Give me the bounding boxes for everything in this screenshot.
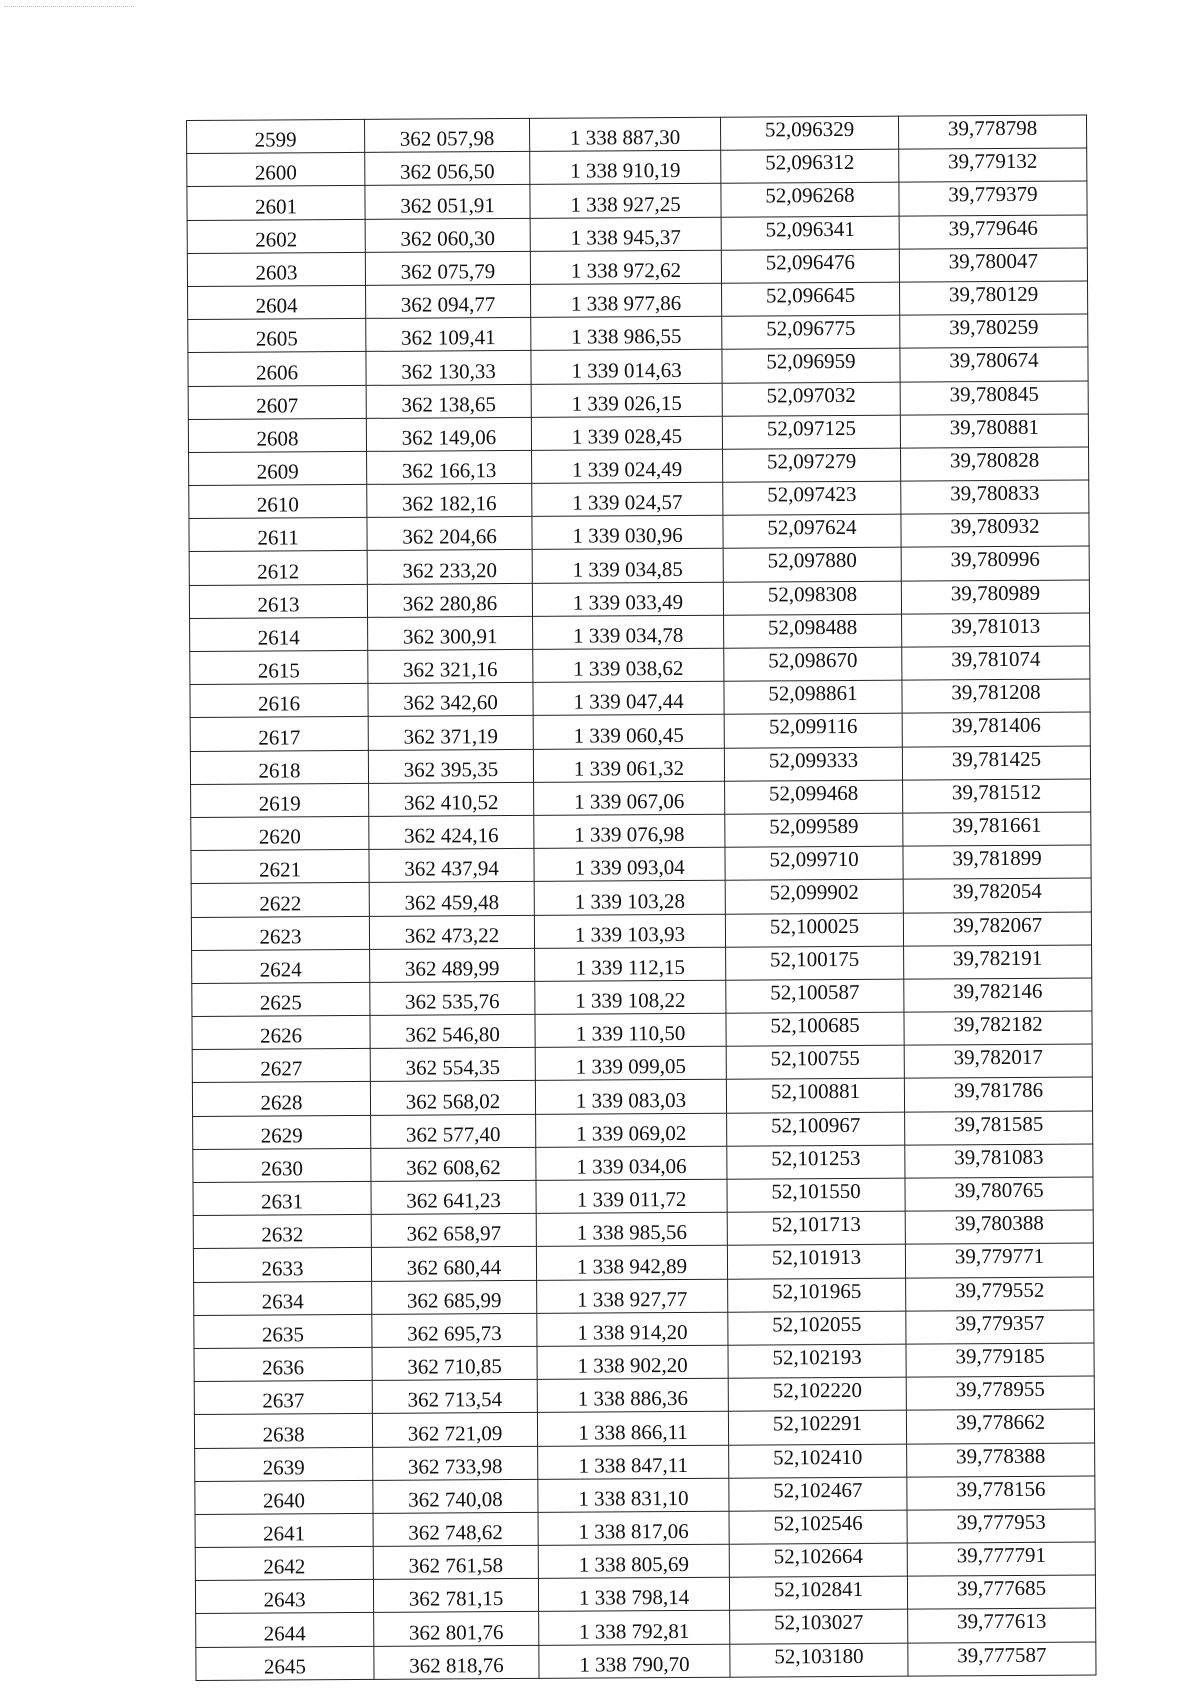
y-coordinate-cell: 1 339 030,96 (532, 515, 723, 549)
longitude-cell: 39,782146 (904, 978, 1092, 1012)
table-row (193, 1111, 1093, 1150)
table-row (193, 1144, 1093, 1183)
x-coordinate-cell: 362 149,06 (366, 417, 531, 451)
point-number-cell: 2606 (188, 352, 366, 386)
y-coordinate-cell: 1 338 927,77 (537, 1279, 728, 1313)
latitude-cell: 52,098670 (724, 647, 902, 681)
y-coordinate-cell: 1 339 099,05 (535, 1046, 726, 1080)
longitude-cell: 39,778798 (898, 115, 1086, 149)
y-coordinate-cell: 1 339 026,15 (531, 383, 722, 417)
x-coordinate-cell: 362 641,23 (371, 1180, 536, 1214)
longitude-cell: 39,778156 (907, 1476, 1095, 1510)
latitude-cell: 52,100755 (726, 1045, 904, 1079)
latitude-cell: 52,100881 (726, 1079, 904, 1113)
latitude-cell: 52,097279 (723, 448, 901, 482)
x-coordinate-cell: 362 685,99 (372, 1280, 537, 1314)
table-row (195, 1575, 1095, 1614)
latitude-cell: 52,096268 (721, 183, 899, 217)
point-number-cell: 2645 (196, 1646, 374, 1680)
point-number-cell: 2607 (188, 385, 366, 419)
y-coordinate-cell: 1 338 986,55 (531, 316, 722, 350)
longitude-cell: 39,780932 (901, 513, 1089, 547)
table-row (192, 978, 1092, 1017)
latitude-cell: 52,102546 (729, 1510, 907, 1544)
y-coordinate-cell: 1 339 110,50 (535, 1013, 726, 1047)
table-row (190, 679, 1090, 718)
document-page (186, 115, 1096, 1681)
table-row (187, 148, 1087, 187)
table-row (196, 1642, 1096, 1681)
y-coordinate-cell: 1 339 034,85 (532, 549, 723, 583)
y-coordinate-cell: 1 339 028,45 (531, 416, 722, 450)
table-row (193, 1210, 1093, 1249)
table-row (188, 314, 1088, 353)
table-row (192, 1077, 1092, 1116)
x-coordinate-cell: 362 740,08 (373, 1479, 538, 1513)
y-coordinate-cell: 1 339 076,98 (534, 814, 725, 848)
table-row (187, 215, 1087, 254)
y-coordinate-cell: 1 338 790,70 (539, 1644, 730, 1678)
y-coordinate-cell: 1 339 067,06 (534, 781, 725, 815)
point-number-cell: 2636 (194, 1347, 372, 1381)
y-coordinate-cell: 1 339 083,03 (535, 1080, 726, 1114)
longitude-cell: 39,779357 (906, 1310, 1094, 1344)
y-coordinate-cell: 1 338 798,14 (538, 1577, 729, 1611)
x-coordinate-cell: 362 204,66 (367, 517, 532, 551)
point-number-cell: 2617 (190, 717, 368, 751)
table-row (189, 580, 1089, 619)
longitude-cell: 39,781786 (904, 1077, 1092, 1111)
x-coordinate-cell: 362 321,16 (368, 649, 533, 683)
longitude-cell: 39,780047 (899, 248, 1087, 282)
x-coordinate-cell: 362 568,02 (370, 1081, 535, 1115)
point-number-cell: 2637 (194, 1381, 372, 1415)
longitude-cell: 39,780989 (901, 580, 1089, 614)
longitude-cell: 39,782067 (903, 911, 1091, 945)
x-coordinate-cell: 362 546,80 (370, 1014, 535, 1048)
table-row (195, 1442, 1095, 1481)
y-coordinate-cell: 1 339 108,22 (535, 980, 726, 1014)
y-coordinate-cell: 1 338 866,11 (537, 1412, 728, 1446)
table-row (189, 480, 1089, 519)
table-row (192, 1011, 1092, 1050)
latitude-cell: 52,100685 (726, 1012, 904, 1046)
longitude-cell: 39,777791 (907, 1542, 1095, 1576)
latitude-cell: 52,097032 (722, 382, 900, 416)
longitude-cell: 39,778388 (907, 1442, 1095, 1476)
latitude-cell: 52,097125 (722, 415, 900, 449)
table-row (191, 812, 1091, 851)
longitude-cell: 39,781899 (903, 845, 1091, 879)
point-number-cell: 2612 (189, 551, 367, 585)
y-coordinate-cell: 1 338 792,81 (539, 1611, 730, 1645)
longitude-cell: 39,782182 (904, 1011, 1092, 1045)
point-number-cell: 2603 (187, 252, 365, 286)
table-row (192, 1044, 1092, 1083)
longitude-cell: 39,779771 (905, 1243, 1093, 1277)
longitude-cell: 39,780996 (901, 546, 1089, 580)
x-coordinate-cell: 362 075,79 (365, 251, 530, 285)
x-coordinate-cell: 362 658,97 (371, 1214, 536, 1248)
x-coordinate-cell: 362 280,86 (367, 583, 532, 617)
point-number-cell: 2623 (191, 916, 369, 950)
point-number-cell: 2626 (192, 1015, 370, 1049)
table-row (195, 1509, 1095, 1548)
point-number-cell: 2608 (188, 418, 366, 452)
point-number-cell: 2644 (196, 1613, 374, 1647)
latitude-cell: 52,098861 (724, 680, 902, 714)
y-coordinate-cell: 1 339 060,45 (533, 715, 724, 749)
latitude-cell: 52,102291 (728, 1410, 906, 1444)
point-number-cell: 2613 (189, 584, 367, 618)
point-number-cell: 2601 (187, 186, 365, 220)
y-coordinate-cell: 1 339 024,49 (532, 449, 723, 483)
latitude-cell: 52,102220 (728, 1377, 906, 1411)
point-number-cell: 2632 (193, 1215, 371, 1249)
latitude-cell: 52,102664 (729, 1543, 907, 1577)
x-coordinate-cell: 362 166,13 (367, 450, 532, 484)
x-coordinate-cell: 362 182,16 (367, 483, 532, 517)
y-coordinate-cell: 1 338 942,89 (536, 1246, 727, 1280)
x-coordinate-cell: 362 233,20 (367, 550, 532, 584)
x-coordinate-cell: 362 473,22 (369, 915, 534, 949)
point-number-cell: 2643 (195, 1580, 373, 1614)
longitude-cell: 39,780674 (900, 347, 1088, 381)
y-coordinate-cell: 1 339 069,02 (536, 1113, 727, 1147)
latitude-cell: 52,099333 (724, 747, 902, 781)
point-number-cell: 2610 (189, 484, 367, 518)
longitude-cell: 39,780881 (900, 414, 1088, 448)
table-row (195, 1476, 1095, 1515)
table-row (191, 845, 1091, 884)
latitude-cell: 52,100025 (725, 913, 903, 947)
table-row (193, 1177, 1093, 1216)
point-number-cell: 2599 (187, 119, 365, 153)
latitude-cell: 52,098488 (724, 614, 902, 648)
table-row (191, 779, 1091, 818)
y-coordinate-cell: 1 338 902,20 (537, 1345, 728, 1379)
x-coordinate-cell: 362 300,91 (368, 616, 533, 650)
latitude-cell: 52,101253 (727, 1145, 905, 1179)
x-coordinate-cell: 362 608,62 (371, 1147, 536, 1181)
y-coordinate-cell: 1 338 886,36 (537, 1378, 728, 1412)
x-coordinate-cell: 362 342,60 (368, 683, 533, 717)
y-coordinate-cell: 1 339 014,63 (531, 350, 722, 384)
table-row (190, 712, 1090, 751)
x-coordinate-cell: 362 424,16 (369, 815, 534, 849)
table-row (194, 1376, 1094, 1415)
latitude-cell: 52,100967 (727, 1112, 905, 1146)
y-coordinate-cell: 1 338 805,69 (538, 1544, 729, 1578)
longitude-cell: 39,779552 (906, 1277, 1094, 1311)
latitude-cell: 52,097624 (723, 514, 901, 548)
y-coordinate-cell: 1 339 093,04 (534, 847, 725, 881)
longitude-cell: 39,779379 (899, 181, 1087, 215)
point-number-cell: 2609 (189, 451, 367, 485)
table-row (190, 646, 1090, 685)
x-coordinate-cell: 362 710,85 (372, 1346, 537, 1380)
latitude-cell: 52,097423 (723, 481, 901, 515)
y-coordinate-cell: 1 339 103,28 (534, 881, 725, 915)
latitude-cell: 52,101550 (727, 1178, 905, 1212)
latitude-cell: 52,099116 (724, 714, 902, 748)
x-coordinate-cell: 362 371,19 (368, 716, 533, 750)
latitude-cell: 52,096645 (722, 282, 900, 316)
longitude-cell: 39,780833 (901, 480, 1089, 514)
point-number-cell: 2641 (195, 1513, 373, 1547)
table-row (194, 1409, 1094, 1448)
table-row (188, 281, 1088, 320)
x-coordinate-cell: 362 459,48 (369, 882, 534, 916)
y-coordinate-cell: 1 339 033,49 (532, 582, 723, 616)
x-coordinate-cell: 362 057,98 (364, 118, 529, 152)
longitude-cell: 39,780129 (900, 281, 1088, 315)
y-coordinate-cell: 1 339 047,44 (533, 681, 724, 715)
table-row (194, 1343, 1094, 1382)
table-row (187, 248, 1087, 287)
longitude-cell: 39,777613 (908, 1608, 1096, 1642)
table-row (189, 513, 1089, 552)
x-coordinate-cell: 362 489,99 (370, 948, 535, 982)
latitude-cell: 52,102841 (729, 1576, 907, 1610)
latitude-cell: 52,098308 (723, 581, 901, 615)
point-number-cell: 2619 (191, 783, 369, 817)
longitude-cell: 39,779646 (899, 215, 1087, 249)
latitude-cell: 52,102193 (728, 1344, 906, 1378)
x-coordinate-cell: 362 060,30 (365, 218, 530, 252)
longitude-cell: 39,777953 (907, 1509, 1095, 1543)
x-coordinate-cell: 362 554,35 (370, 1048, 535, 1082)
point-number-cell: 2631 (193, 1181, 371, 1215)
longitude-cell: 39,780765 (905, 1177, 1093, 1211)
longitude-cell: 39,780259 (900, 314, 1088, 348)
longitude-cell: 39,778955 (906, 1376, 1094, 1410)
table-row (188, 380, 1088, 419)
table-row (188, 347, 1088, 386)
longitude-cell: 39,780388 (905, 1210, 1093, 1244)
table-row (191, 878, 1091, 917)
x-coordinate-cell: 362 801,76 (374, 1612, 539, 1646)
table-row (188, 414, 1088, 453)
table-row (195, 1542, 1095, 1581)
longitude-cell: 39,781661 (903, 812, 1091, 846)
latitude-cell: 52,096476 (721, 249, 899, 283)
point-number-cell: 2611 (189, 518, 367, 552)
x-coordinate-cell: 362 130,33 (366, 351, 531, 385)
y-coordinate-cell: 1 338 972,62 (530, 250, 721, 284)
table-row (194, 1277, 1094, 1316)
latitude-cell: 52,102055 (728, 1311, 906, 1345)
point-number-cell: 2630 (193, 1148, 371, 1182)
table-row (194, 1310, 1094, 1349)
y-coordinate-cell: 1 339 103,93 (534, 914, 725, 948)
table-row (191, 911, 1091, 950)
x-coordinate-cell: 362 437,94 (369, 849, 534, 883)
point-number-cell: 2614 (190, 617, 368, 651)
y-coordinate-cell: 1 338 831,10 (538, 1478, 729, 1512)
x-coordinate-cell: 362 748,62 (373, 1512, 538, 1546)
x-coordinate-cell: 362 713,54 (372, 1380, 537, 1414)
point-number-cell: 2615 (190, 650, 368, 684)
table-row (189, 546, 1089, 585)
latitude-cell: 52,101913 (727, 1245, 905, 1279)
y-coordinate-cell: 1 339 034,78 (533, 615, 724, 649)
point-number-cell: 2640 (195, 1480, 373, 1514)
longitude-cell: 39,782054 (903, 878, 1091, 912)
longitude-cell: 39,781585 (905, 1111, 1093, 1145)
latitude-cell: 52,102410 (729, 1444, 907, 1478)
x-coordinate-cell: 362 695,73 (372, 1313, 537, 1347)
x-coordinate-cell: 362 721,09 (372, 1413, 537, 1447)
longitude-cell: 39,780828 (901, 447, 1089, 481)
point-number-cell: 2639 (195, 1447, 373, 1481)
x-coordinate-cell: 362 781,15 (373, 1579, 538, 1613)
longitude-cell: 39,777587 (908, 1642, 1096, 1676)
y-coordinate-cell: 1 338 914,20 (537, 1312, 728, 1346)
latitude-cell: 52,097880 (723, 548, 901, 582)
point-number-cell: 2622 (191, 883, 369, 917)
coordinates-table-body (187, 115, 1097, 1680)
latitude-cell: 52,099902 (725, 879, 903, 913)
y-coordinate-cell: 1 338 945,37 (530, 217, 721, 251)
x-coordinate-cell: 362 761,58 (373, 1545, 538, 1579)
longitude-cell: 39,779132 (899, 148, 1087, 182)
y-coordinate-cell: 1 339 038,62 (533, 648, 724, 682)
y-coordinate-cell: 1 338 817,06 (538, 1511, 729, 1545)
latitude-cell: 52,099589 (725, 813, 903, 847)
point-number-cell: 2629 (193, 1115, 371, 1149)
longitude-cell: 39,780845 (900, 380, 1088, 414)
table-row (189, 447, 1089, 486)
point-number-cell: 2620 (191, 816, 369, 850)
x-coordinate-cell: 362 056,50 (365, 152, 530, 186)
y-coordinate-cell: 1 338 985,56 (536, 1212, 727, 1246)
x-coordinate-cell: 362 733,98 (373, 1446, 538, 1480)
y-coordinate-cell: 1 339 011,72 (536, 1179, 727, 1213)
longitude-cell: 39,779185 (906, 1343, 1094, 1377)
x-coordinate-cell: 362 138,65 (366, 384, 531, 418)
table-row (196, 1608, 1096, 1647)
table-row (190, 613, 1090, 652)
y-coordinate-cell: 1 339 061,32 (533, 748, 724, 782)
longitude-cell: 39,781013 (902, 613, 1090, 647)
point-number-cell: 2638 (194, 1414, 372, 1448)
table-row (192, 945, 1092, 984)
latitude-cell: 52,103180 (730, 1643, 908, 1677)
point-number-cell: 2634 (194, 1281, 372, 1315)
y-coordinate-cell: 1 339 112,15 (535, 947, 726, 981)
point-number-cell: 2624 (192, 949, 370, 983)
latitude-cell: 52,096329 (720, 116, 898, 150)
point-number-cell: 2602 (187, 219, 365, 253)
y-coordinate-cell: 1 338 887,30 (529, 117, 720, 151)
coordinates-table (186, 114, 1097, 1680)
point-number-cell: 2635 (194, 1314, 372, 1348)
x-coordinate-cell: 362 577,40 (371, 1114, 536, 1148)
longitude-cell: 39,782191 (904, 945, 1092, 979)
x-coordinate-cell: 362 410,52 (369, 782, 534, 816)
point-number-cell: 2605 (188, 319, 366, 353)
table-row (193, 1243, 1093, 1282)
latitude-cell: 52,100587 (726, 979, 904, 1013)
latitude-cell: 52,099710 (725, 846, 903, 880)
latitude-cell: 52,099468 (725, 780, 903, 814)
point-number-cell: 2600 (187, 153, 365, 187)
latitude-cell: 52,096341 (721, 216, 899, 250)
y-coordinate-cell: 1 338 927,25 (530, 184, 721, 218)
latitude-cell: 52,100175 (726, 946, 904, 980)
x-coordinate-cell: 362 535,76 (370, 981, 535, 1015)
y-coordinate-cell: 1 338 910,19 (530, 150, 721, 184)
x-coordinate-cell: 362 680,44 (371, 1247, 536, 1281)
x-coordinate-cell: 362 094,77 (366, 284, 531, 318)
x-coordinate-cell: 362 051,91 (365, 185, 530, 219)
longitude-cell: 39,781425 (902, 746, 1090, 780)
longitude-cell: 39,781208 (902, 679, 1090, 713)
y-coordinate-cell: 1 338 847,11 (538, 1445, 729, 1479)
longitude-cell: 39,778662 (906, 1409, 1094, 1443)
latitude-cell: 52,096775 (722, 315, 900, 349)
x-coordinate-cell: 362 395,35 (368, 749, 533, 783)
longitude-cell: 39,781074 (902, 646, 1090, 680)
y-coordinate-cell: 1 339 024,57 (532, 482, 723, 516)
longitude-cell: 39,777685 (907, 1575, 1095, 1609)
longitude-cell: 39,781406 (902, 712, 1090, 746)
scan-artifact (4, 6, 134, 10)
y-coordinate-cell: 1 339 034,06 (536, 1146, 727, 1180)
point-number-cell: 2628 (192, 1082, 370, 1116)
point-number-cell: 2616 (190, 684, 368, 718)
longitude-cell: 39,782017 (904, 1044, 1092, 1078)
table-row (190, 746, 1090, 785)
longitude-cell: 39,781083 (905, 1144, 1093, 1178)
point-number-cell: 2633 (193, 1248, 371, 1282)
point-number-cell: 2642 (195, 1546, 373, 1580)
latitude-cell: 52,096959 (722, 348, 900, 382)
longitude-cell: 39,781512 (903, 779, 1091, 813)
latitude-cell: 52,103027 (730, 1610, 908, 1644)
y-coordinate-cell: 1 338 977,86 (531, 283, 722, 317)
latitude-cell: 52,101713 (727, 1211, 905, 1245)
point-number-cell: 2625 (192, 982, 370, 1016)
point-number-cell: 2618 (190, 750, 368, 784)
table-row (187, 181, 1087, 220)
x-coordinate-cell: 362 109,41 (366, 318, 531, 352)
point-number-cell: 2627 (192, 1049, 370, 1083)
latitude-cell: 52,096312 (721, 149, 899, 183)
point-number-cell: 2621 (191, 850, 369, 884)
table-row (187, 115, 1087, 154)
x-coordinate-cell: 362 818,76 (374, 1645, 539, 1679)
point-number-cell: 2604 (188, 285, 366, 319)
latitude-cell: 52,101965 (728, 1278, 906, 1312)
latitude-cell: 52,102467 (729, 1477, 907, 1511)
